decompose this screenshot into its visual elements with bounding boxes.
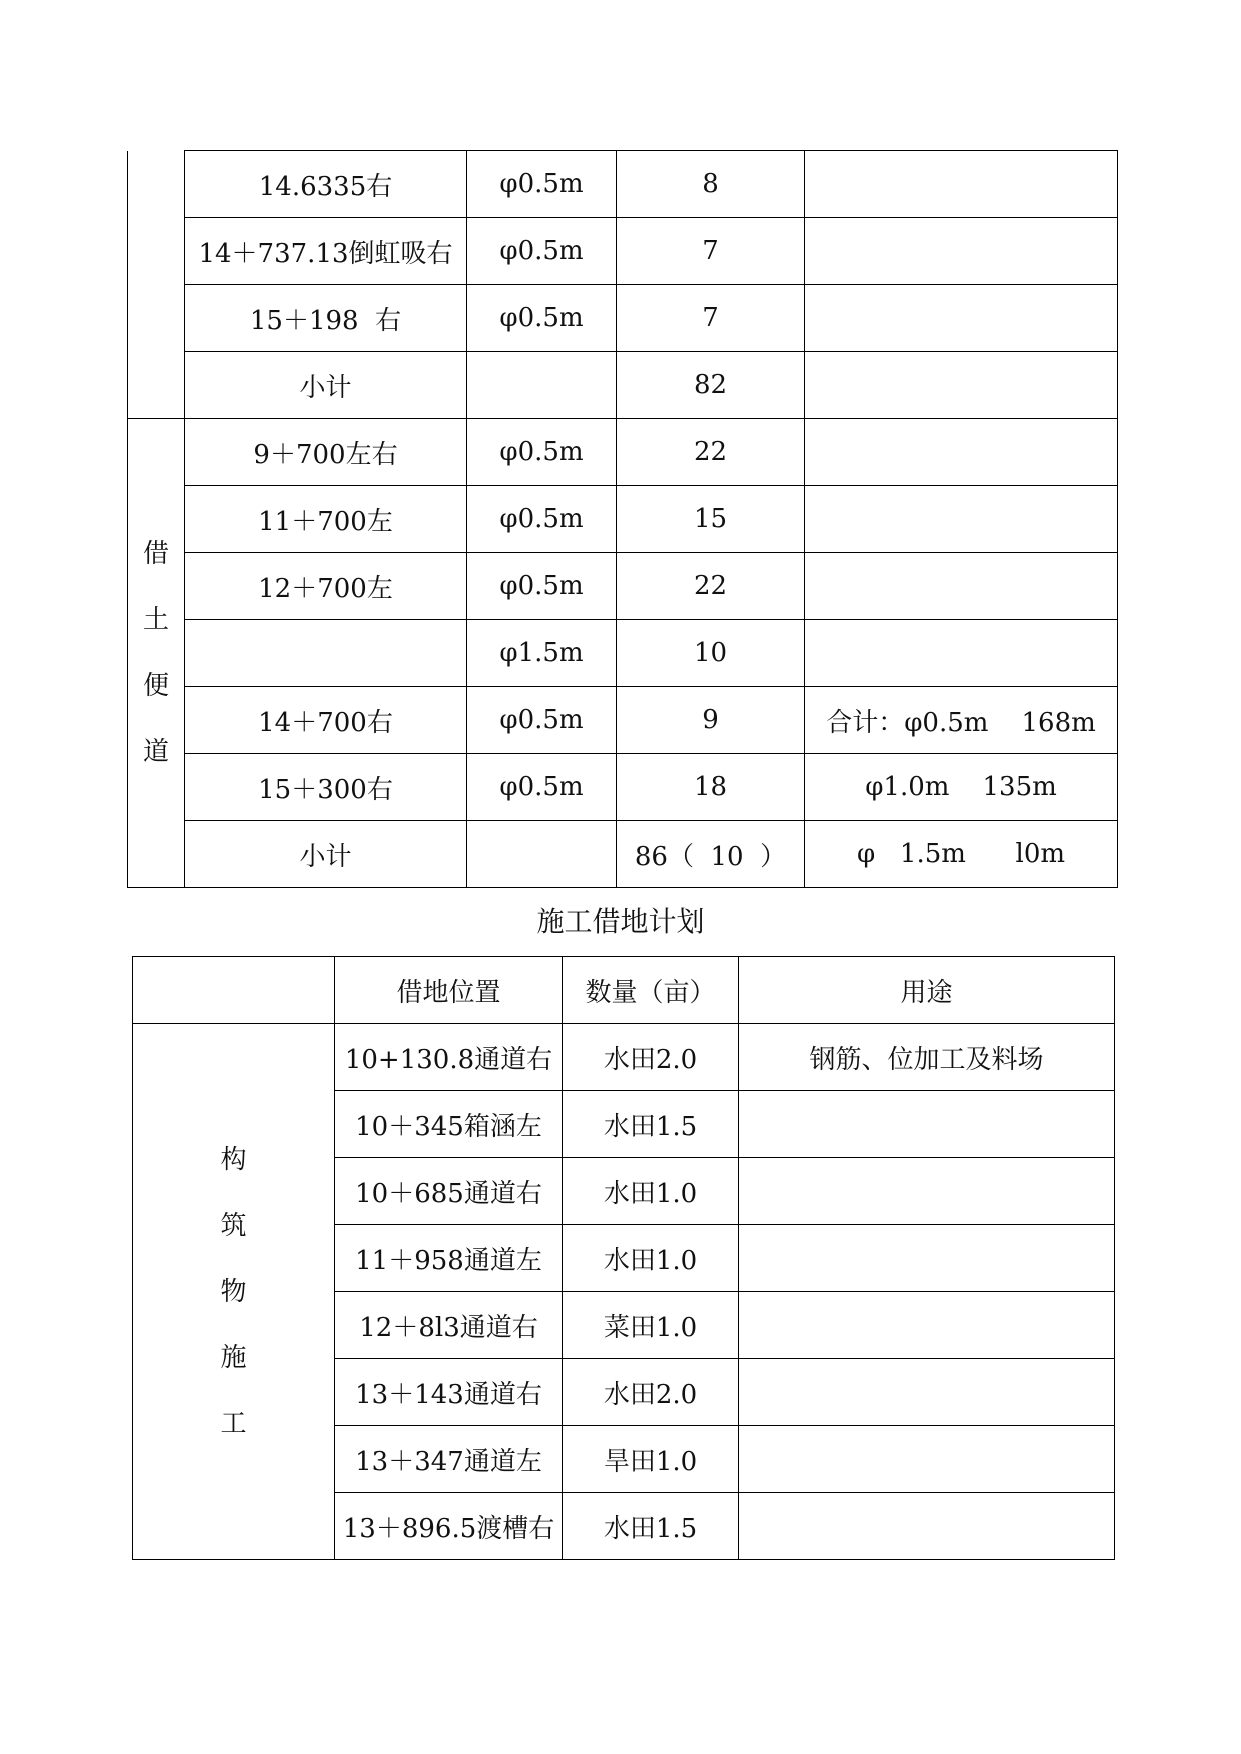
- subtotal-label-cell: 小计: [185, 352, 467, 419]
- plan-title: 施工借地计划: [536, 905, 705, 938]
- table-row: [128, 218, 1118, 285]
- location-cell: 15＋198 右: [185, 285, 467, 352]
- note-cell: [805, 553, 1118, 620]
- qty-cell: 菜田1.0: [563, 1292, 739, 1359]
- table-row: [128, 419, 1118, 486]
- location-cell: 15＋300右: [185, 754, 467, 821]
- location-cell: 14＋737.13倒虹吸右: [185, 218, 467, 285]
- location-cell: 9＋700左右: [185, 419, 467, 486]
- table-row: [128, 285, 1118, 352]
- location-cell: 14＋700右: [185, 687, 467, 754]
- note-cell: [805, 486, 1118, 553]
- use-cell: [739, 1091, 1115, 1158]
- spec-cell: [467, 352, 617, 419]
- spec-cell: φ0.5m: [467, 285, 617, 352]
- spec-cell: φ0.5m: [467, 419, 617, 486]
- subtotal-qty-cell: 86（ 10 ）: [617, 821, 805, 888]
- location-cell: 13＋896.5渡槽右: [335, 1493, 563, 1560]
- qty-cell: 7: [617, 285, 805, 352]
- qty-cell: 水田1.5: [563, 1493, 739, 1560]
- use-cell: [739, 1493, 1115, 1560]
- table-row: [128, 352, 1118, 419]
- header-cell-quantity: 数量（亩）: [563, 957, 739, 1024]
- location-cell: 11＋958通道左: [335, 1225, 563, 1292]
- group-label-cell: [133, 1024, 335, 1560]
- spec-cell: [467, 821, 617, 888]
- use-cell: [739, 1225, 1115, 1292]
- location-cell: 10+130.8通道右: [335, 1024, 563, 1091]
- table-row: [128, 553, 1118, 620]
- qty-cell: 8: [617, 151, 805, 218]
- use-cell: 钢筋、位加工及料场: [739, 1024, 1115, 1091]
- qty-cell: 水田2.0: [563, 1024, 739, 1091]
- section2-label: 借土便道: [143, 539, 170, 767]
- location-cell: 11＋700左: [185, 486, 467, 553]
- total-note-cell: φ1.0m 135m: [805, 754, 1118, 821]
- note-cell: [805, 352, 1118, 419]
- table-row: [128, 821, 1118, 888]
- spec-cell: φ0.5m: [467, 151, 617, 218]
- location-cell: 12＋700左: [185, 553, 467, 620]
- table-row: [128, 486, 1118, 553]
- qty-cell: 10: [617, 620, 805, 687]
- spec-cell: φ0.5m: [467, 687, 617, 754]
- use-cell: [739, 1359, 1115, 1426]
- location-cell: 13＋347通道左: [335, 1426, 563, 1493]
- section2-label-cell: [128, 419, 185, 888]
- note-cell: [805, 419, 1118, 486]
- pipe-quantity-table: [127, 150, 1118, 888]
- qty-cell: 旱田1.0: [563, 1426, 739, 1493]
- location-cell: [185, 620, 467, 687]
- qty-cell: 9: [617, 687, 805, 754]
- location-cell: 10＋345箱涵左: [335, 1091, 563, 1158]
- location-cell: 14.6335右: [185, 151, 467, 218]
- use-cell: [739, 1426, 1115, 1493]
- spec-cell: φ1.5m: [467, 620, 617, 687]
- table-row: [128, 151, 1118, 218]
- qty-cell: 22: [617, 419, 805, 486]
- note-cell: [805, 151, 1118, 218]
- header-cell-location: 借地位置: [335, 957, 563, 1024]
- land-borrow-plan-table: [132, 956, 1115, 1560]
- total-note-cell: φ 1.5m l0m: [805, 821, 1118, 888]
- table-row: [128, 754, 1118, 821]
- header-cell-use: 用途: [739, 957, 1115, 1024]
- spec-cell: φ0.5m: [467, 218, 617, 285]
- use-cell: [739, 1158, 1115, 1225]
- note-cell: [805, 285, 1118, 352]
- note-cell: [805, 620, 1118, 687]
- table-row: [133, 1024, 1115, 1091]
- qty-cell: 水田1.5: [563, 1091, 739, 1158]
- location-cell: 13＋143通道右: [335, 1359, 563, 1426]
- header-cell-blank: [133, 957, 335, 1024]
- subtotal-qty-cell: 82: [617, 352, 805, 419]
- spec-cell: φ0.5m: [467, 553, 617, 620]
- total-note-cell: 合计：φ0.5m 168m: [805, 687, 1118, 754]
- table-row: [128, 620, 1118, 687]
- subtotal-label-cell: 小计: [185, 821, 467, 888]
- use-cell: [739, 1292, 1115, 1359]
- qty-cell: 水田1.0: [563, 1158, 739, 1225]
- qty-cell: 水田1.0: [563, 1225, 739, 1292]
- note-cell: [805, 218, 1118, 285]
- qty-cell: 7: [617, 218, 805, 285]
- qty-cell: 15: [617, 486, 805, 553]
- location-cell: 10＋685通道右: [335, 1158, 563, 1225]
- qty-cell: 22: [617, 553, 805, 620]
- spec-cell: φ0.5m: [467, 754, 617, 821]
- header-row: [133, 957, 1115, 1024]
- section1-label-cell: [128, 151, 185, 419]
- location-cell: 12＋8l3通道右: [335, 1292, 563, 1359]
- qty-cell: 水田2.0: [563, 1359, 739, 1426]
- table-row: [128, 687, 1118, 754]
- group-label: 构筑物施工: [220, 1144, 247, 1439]
- spec-cell: φ0.5m: [467, 486, 617, 553]
- qty-cell: 18: [617, 754, 805, 821]
